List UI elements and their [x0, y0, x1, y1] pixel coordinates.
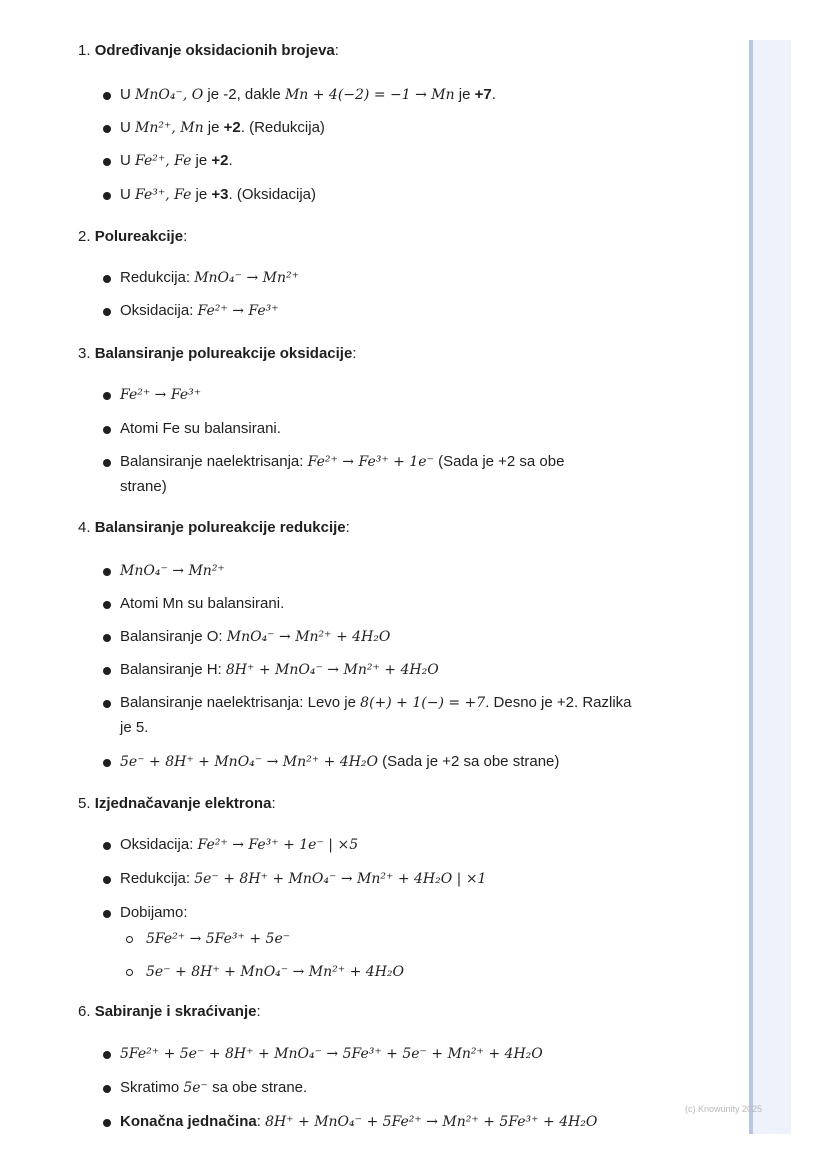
item-math: 5e⁻ + 8H⁺ + MnO₄⁻ → Mn²⁺ + 4H₂O	[146, 964, 405, 980]
item-text: (Sada je +2 sa obe strane)	[378, 753, 560, 770]
bullet	[103, 275, 111, 283]
list-item	[120, 835, 358, 855]
section-heading	[78, 795, 276, 812]
bullet	[103, 568, 111, 576]
item-text: . (Oksidacija)	[228, 186, 317, 203]
bullet	[103, 308, 111, 316]
item-bold: +7	[474, 86, 492, 103]
list-item	[120, 1112, 597, 1132]
section-title: Balansiranje polureakcije redukcije	[94, 519, 346, 536]
item-text: je	[454, 86, 475, 103]
item-text: Balansiranje H:	[120, 661, 226, 678]
item-text: Redukcija:	[120, 269, 195, 286]
bullet	[103, 1051, 111, 1059]
list-item	[120, 151, 233, 171]
list-item	[120, 301, 279, 321]
list-item	[120, 268, 299, 288]
item-text: sa obe strane.	[207, 1079, 308, 1096]
item-math: 5e⁻	[183, 1080, 208, 1096]
bullet	[103, 601, 111, 609]
list-item	[120, 693, 632, 713]
section-heading	[78, 519, 350, 536]
bullet	[103, 700, 111, 708]
watermark: (c) Knowunity 2025	[685, 1104, 763, 1114]
list-item	[120, 561, 225, 581]
section-colon: :	[271, 795, 276, 812]
item-math: Fe²⁺ → Fe³⁺	[120, 387, 202, 403]
item-math: 8H⁺ + MnO₄⁻ + 5Fe²⁺ → Mn²⁺ + 5Fe³⁺ + 4H₂O	[265, 1114, 598, 1130]
section-title: Polureakcije	[94, 228, 184, 245]
list-item	[120, 85, 496, 105]
item-math: 5Fe²⁺ → 5Fe³⁺ + 5e⁻	[146, 931, 291, 947]
list-item	[120, 752, 559, 772]
item-text: .	[491, 86, 496, 103]
item-math: Fe²⁺ → Fe³⁺ + 1e⁻ | ×5	[197, 837, 359, 853]
item-text: Atomi Fe su balansirani.	[120, 420, 281, 437]
item-text: Balansiranje naelektrisanja:	[120, 453, 308, 470]
bullet	[103, 876, 111, 884]
item-text: .	[228, 152, 233, 169]
list-item	[120, 118, 325, 138]
bullet	[103, 426, 111, 434]
section-number: 4.	[78, 519, 91, 536]
section-number: 1.	[78, 42, 91, 59]
item-math: 5e⁻ + 8H⁺ + MnO₄⁻ → Mn²⁺ + 4H₂O	[120, 754, 379, 770]
list-item	[120, 1044, 543, 1064]
section-title: Određivanje oksidacionih brojeva	[94, 42, 335, 59]
list-item	[120, 452, 564, 472]
item-text: U	[120, 119, 135, 136]
item-text: je -2, dakle	[203, 86, 285, 103]
section-heading	[78, 228, 187, 245]
section-number: 5.	[78, 795, 91, 812]
section-number: 6.	[78, 1003, 91, 1020]
item-text: U	[120, 86, 135, 103]
section-number: 2.	[78, 228, 91, 245]
bullet	[103, 459, 111, 467]
item-math: 5e⁻ + 8H⁺ + MnO₄⁻ → Mn²⁺ + 4H₂O | ×1	[194, 871, 487, 887]
item-math: MnO₄⁻, O	[135, 87, 204, 103]
item-text: Balansiranje naelektrisanja: Levo je	[120, 694, 361, 711]
sub-bullet	[126, 936, 133, 943]
bullet	[103, 910, 111, 918]
list-item	[120, 419, 281, 439]
item-math: MnO₄⁻ → Mn²⁺	[120, 563, 225, 579]
list-item-continuation: strane)	[120, 478, 167, 495]
list-item	[120, 594, 284, 614]
bullet	[103, 634, 111, 642]
item-math: Fe²⁺ → Fe³⁺ + 1e⁻	[307, 454, 434, 470]
list-item	[120, 903, 188, 923]
item-bold: +2	[211, 152, 229, 169]
list-item	[120, 627, 390, 647]
item-bold: +3	[211, 186, 229, 203]
section-colon: :	[345, 519, 350, 536]
list-item	[120, 660, 439, 680]
item-math: Mn²⁺, Mn	[135, 120, 204, 136]
item-math: MnO₄⁻ → Mn²⁺ + 4H₂O	[226, 629, 391, 645]
item-math: MnO₄⁻ → Mn²⁺	[194, 270, 300, 286]
section-colon: :	[352, 345, 357, 362]
bullet	[103, 158, 111, 166]
item-text: . Desno je +2. Razlika	[485, 694, 632, 711]
item-bold: Konačna jednačina	[120, 1113, 257, 1130]
section-title: Sabiranje i skraćivanje	[94, 1003, 257, 1020]
section-heading	[78, 345, 356, 362]
section-heading	[78, 1003, 261, 1020]
bullet	[103, 842, 111, 850]
item-text: Oksidacija:	[120, 302, 198, 319]
item-bold: +2	[223, 119, 241, 136]
item-text: (Sada je +2 sa obe	[433, 453, 565, 470]
item-text: je	[191, 152, 212, 169]
item-text: Skratimo	[120, 1079, 184, 1096]
item-text: je	[191, 186, 212, 203]
item-text: Redukcija:	[120, 870, 195, 887]
section-number: 3.	[78, 345, 91, 362]
item-text: je	[203, 119, 224, 136]
bullet	[103, 392, 111, 400]
list-item	[120, 1078, 307, 1098]
item-text: U	[120, 186, 135, 203]
section-colon: :	[183, 228, 188, 245]
bullet	[103, 125, 111, 133]
sub-bullet	[126, 969, 133, 976]
bullet	[103, 192, 111, 200]
item-math: 5Fe²⁺ + 5e⁻ + 8H⁺ + MnO₄⁻ → 5Fe³⁺ + 5e⁻ + Mn²⁺ + 4H₂O	[120, 1046, 543, 1062]
section-heading	[78, 42, 339, 59]
section-title: Izjednačavanje elektrona	[94, 795, 272, 812]
side-panel	[749, 40, 791, 1134]
section-colon: :	[256, 1003, 261, 1020]
item-math: 8H⁺ + MnO₄⁻ → Mn²⁺ + 4H₂O	[225, 662, 439, 678]
list-item	[120, 385, 201, 405]
bullet	[103, 1119, 111, 1127]
list-item	[120, 185, 316, 205]
item-math: Fe²⁺, Fe	[135, 153, 192, 169]
bullet	[103, 92, 111, 100]
sub-list-item	[146, 962, 404, 982]
section-title: Balansiranje polureakcije oksidacije	[94, 345, 353, 362]
item-text: Dobijamo:	[120, 904, 188, 921]
bullet	[103, 1085, 111, 1093]
list-item	[120, 869, 486, 889]
item-math: Fe³⁺, Fe	[135, 187, 192, 203]
section-colon: :	[334, 42, 339, 59]
bullet	[103, 667, 111, 675]
sub-list-item	[146, 929, 290, 949]
item-text: Atomi Mn su balansirani.	[120, 595, 285, 612]
list-item-continuation: je 5.	[120, 719, 149, 736]
item-math: 8(+) + 1(−) = +7	[360, 695, 486, 711]
item-text: U	[120, 152, 135, 169]
item-text: Balansiranje O:	[120, 628, 227, 645]
item-math: Fe²⁺ → Fe³⁺	[197, 303, 279, 319]
item-text: Oksidacija:	[120, 836, 198, 853]
item-math: Mn + 4(−2) = −1 → Mn	[284, 87, 455, 103]
bullet	[103, 759, 111, 767]
item-text: :	[256, 1113, 266, 1130]
item-text: . (Redukcija)	[240, 119, 325, 136]
